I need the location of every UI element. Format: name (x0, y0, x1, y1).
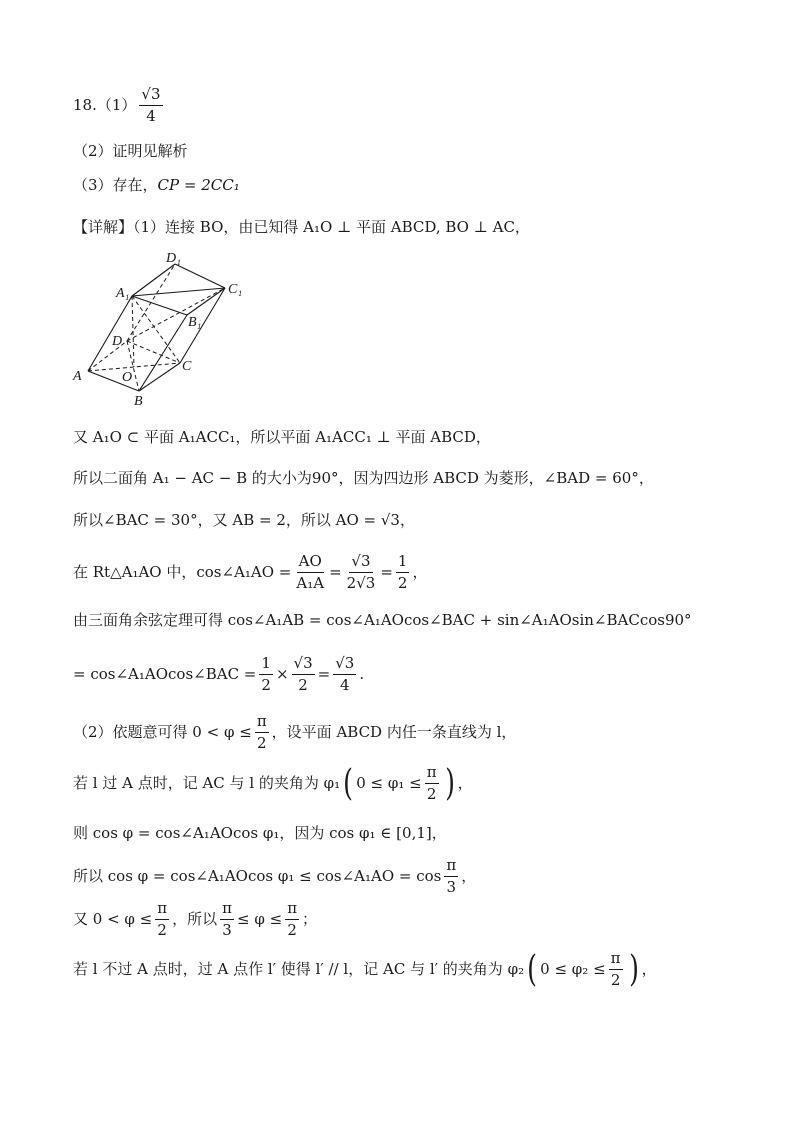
fraction-numerator: π (425, 764, 439, 784)
fraction-numerator: AO (297, 553, 324, 573)
fraction-numerator: 1 (259, 655, 273, 675)
fraction-denominator: 2 (261, 676, 271, 695)
solution-line-8 (73, 764, 473, 804)
parallelepiped-figure (70, 250, 260, 410)
solution-line-1-text: 又 A₁O ⊂ 平面 A₁ACC₁，所以平面 A₁ACC₁ ⊥ 平面 ABCD， (73, 428, 491, 446)
fraction-pi-over-2 (285, 900, 299, 940)
fraction-one-half (259, 655, 273, 695)
line12-post: ， (641, 960, 657, 979)
fraction-denominator: 2 (157, 921, 167, 940)
label-D: D (112, 334, 123, 349)
solution-line-12 (73, 950, 657, 990)
fraction-numerator: √3 (292, 655, 315, 675)
solution-line-2-text: 所以二面角 A₁ − AC − B 的大小为90°，因为四边形 ABCD 为菱形，∠BAD = 60°， (73, 469, 654, 487)
edge-a1-d1 (132, 264, 175, 296)
fraction-pi-over-2 (425, 764, 439, 804)
label-C: C (182, 359, 192, 374)
fraction-numerator: √3 (333, 655, 356, 675)
line8-pre: 若 l 过 A 点时，记 AC 与 l 的夹角为 φ₁ (73, 774, 341, 793)
edge-b1-c1 (187, 288, 225, 315)
fraction-one-half (396, 553, 410, 593)
answer-part-2 (73, 144, 188, 159)
fraction-numerator: π (444, 857, 458, 877)
answer-part-1 (73, 86, 166, 126)
fraction-root3-over-2root3 (345, 553, 378, 593)
fraction-pi-over-2 (255, 713, 269, 753)
answer-1-fraction (139, 86, 162, 126)
line12-pre: 若 l 不过 A 点时，过 A 点作 l′ 使得 l′ // l，记 AC 与 l′ 的夹角为 φ₂ (73, 960, 525, 979)
label-B1: B₁ (188, 315, 202, 330)
solution-line-11 (73, 900, 317, 940)
fraction-numerator: π (285, 900, 299, 920)
right-paren: ) (444, 762, 455, 804)
answer-part-2-text: （2）证明见解析 (73, 142, 188, 160)
edge-b-c (139, 363, 180, 391)
label-O: O (122, 370, 133, 385)
label-D1: D₁ (166, 251, 181, 266)
solution-line-10 (73, 857, 476, 897)
fraction-ao-over-a1a (294, 553, 326, 593)
fraction-root3-over-2 (292, 655, 315, 695)
label-C1: C₁ (228, 282, 243, 297)
solution-line-3 (73, 513, 415, 528)
line8-inner: 0 ≤ φ₁ ≤ (356, 774, 422, 793)
fraction-denominator: 2 (397, 574, 408, 593)
line4-pre: 在 Rt△A₁AO 中，cos∠A₁AO = (73, 563, 292, 582)
fraction-denominator: 2 (298, 676, 308, 695)
line7-post: ，设平面 ABCD 内任一条直线为 l， (271, 723, 517, 742)
line6-post: . (359, 665, 365, 684)
edge-b1-b (139, 315, 187, 391)
equals-sign: = (317, 665, 331, 684)
fraction-numerator: √3 (139, 86, 162, 106)
solution-line-7 (73, 713, 516, 753)
edge-a1-a (88, 296, 132, 371)
fraction-pi-over-2 (609, 950, 623, 990)
fraction-denominator: 2 (256, 734, 267, 753)
label-A: A (73, 369, 82, 384)
edge-d1-c1 (175, 264, 225, 288)
fraction-denominator: 2 (426, 785, 437, 804)
fraction-numerator: π (220, 900, 234, 920)
solution-line-4 (73, 553, 427, 593)
left-paren: ( (343, 762, 354, 804)
solution-line-5 (73, 613, 692, 628)
line4-post: ， (412, 563, 428, 582)
fraction-pi-over-2 (155, 900, 169, 940)
line10-post: ， (461, 867, 477, 886)
part-1-label: （1） (96, 96, 137, 115)
fraction-denominator: 4 (339, 676, 350, 695)
line11-mid2: ≤ φ ≤ (237, 910, 283, 929)
fraction-numerator: π (609, 950, 623, 970)
fraction-numerator: 1 (396, 553, 410, 573)
fraction-denominator: 4 (146, 107, 156, 126)
fraction-numerator: √3 (349, 553, 372, 573)
fraction-denominator: 2 (287, 921, 297, 940)
label-B: B (134, 394, 143, 409)
fraction-denominator: 2 (610, 971, 621, 990)
right-paren: ) (628, 948, 639, 990)
fraction-pi-over-3 (444, 857, 458, 897)
segment-a1-o-hidden (132, 296, 134, 367)
times-sign: × (275, 665, 289, 684)
solution-line-3-text: 所以∠BAC = 30°，又 AB = 2，所以 AO = √3， (73, 511, 415, 529)
solution-line-2 (73, 471, 654, 486)
fraction-root3-over-4 (333, 655, 356, 695)
fraction-denominator: 2√3 (346, 574, 376, 593)
label-A1: A₁ (116, 286, 130, 301)
solution-line-1 (73, 430, 491, 445)
edge-d-d1-hidden (127, 264, 175, 341)
edge-c1-c (180, 288, 225, 363)
line11-pre: 又 0 < φ ≤ (73, 910, 153, 929)
line12-inner: 0 ≤ φ₂ ≤ (540, 960, 606, 979)
fraction-denominator: 3 (222, 921, 232, 940)
detail-intro (73, 220, 530, 235)
equals-sign: = (380, 563, 393, 582)
solution-line-5-text: 由三面角余弦定理可得 cos∠A₁AB = cos∠A₁AOcos∠BAC + sin∠A₁AOsin∠BACcos90° (73, 611, 692, 629)
fraction-pi-over-3 (220, 900, 234, 940)
question-number: 18. (73, 96, 97, 115)
line10-pre: 所以 cos φ = cos∠A₁AOcos φ₁ ≤ cos∠A₁AO = cos (73, 867, 442, 886)
fraction-numerator: π (255, 713, 269, 733)
edge-a1-c1 (132, 288, 225, 296)
left-paren: ( (527, 948, 538, 990)
answer-part-3 (73, 178, 240, 193)
answer-part-3-expr: CP = 2CC₁ (157, 176, 240, 194)
edge-a1-b1 (132, 296, 187, 315)
fraction-numerator: π (155, 900, 169, 920)
answer-part-3-pre: （3）存在， (73, 176, 158, 194)
detail-intro-text: 【详解】（1）连接 BO，由已知得 A₁O ⊥ 平面 ABCD, BO ⊥ AC， (73, 218, 530, 236)
fraction-denominator: A₁A (296, 574, 325, 593)
line6-pre: = cos∠A₁AOcos∠BAC = (73, 665, 257, 684)
line7-pre: （2）依题意可得 0 < φ ≤ (73, 723, 252, 742)
solution-line-9 (73, 826, 447, 841)
solution-line-6 (73, 655, 364, 695)
line8-post: ， (457, 774, 473, 793)
line11-post: ； (302, 910, 318, 929)
line11-mid: ，所以 (172, 910, 218, 929)
solution-line-9-text: 则 cos φ = cos∠A₁AOcos φ₁，因为 cos φ₁ ∈ [0,1]， (73, 824, 447, 842)
equals-sign: = (329, 563, 342, 582)
edge-d-c-hidden (127, 341, 180, 363)
fraction-denominator: 3 (446, 878, 457, 897)
